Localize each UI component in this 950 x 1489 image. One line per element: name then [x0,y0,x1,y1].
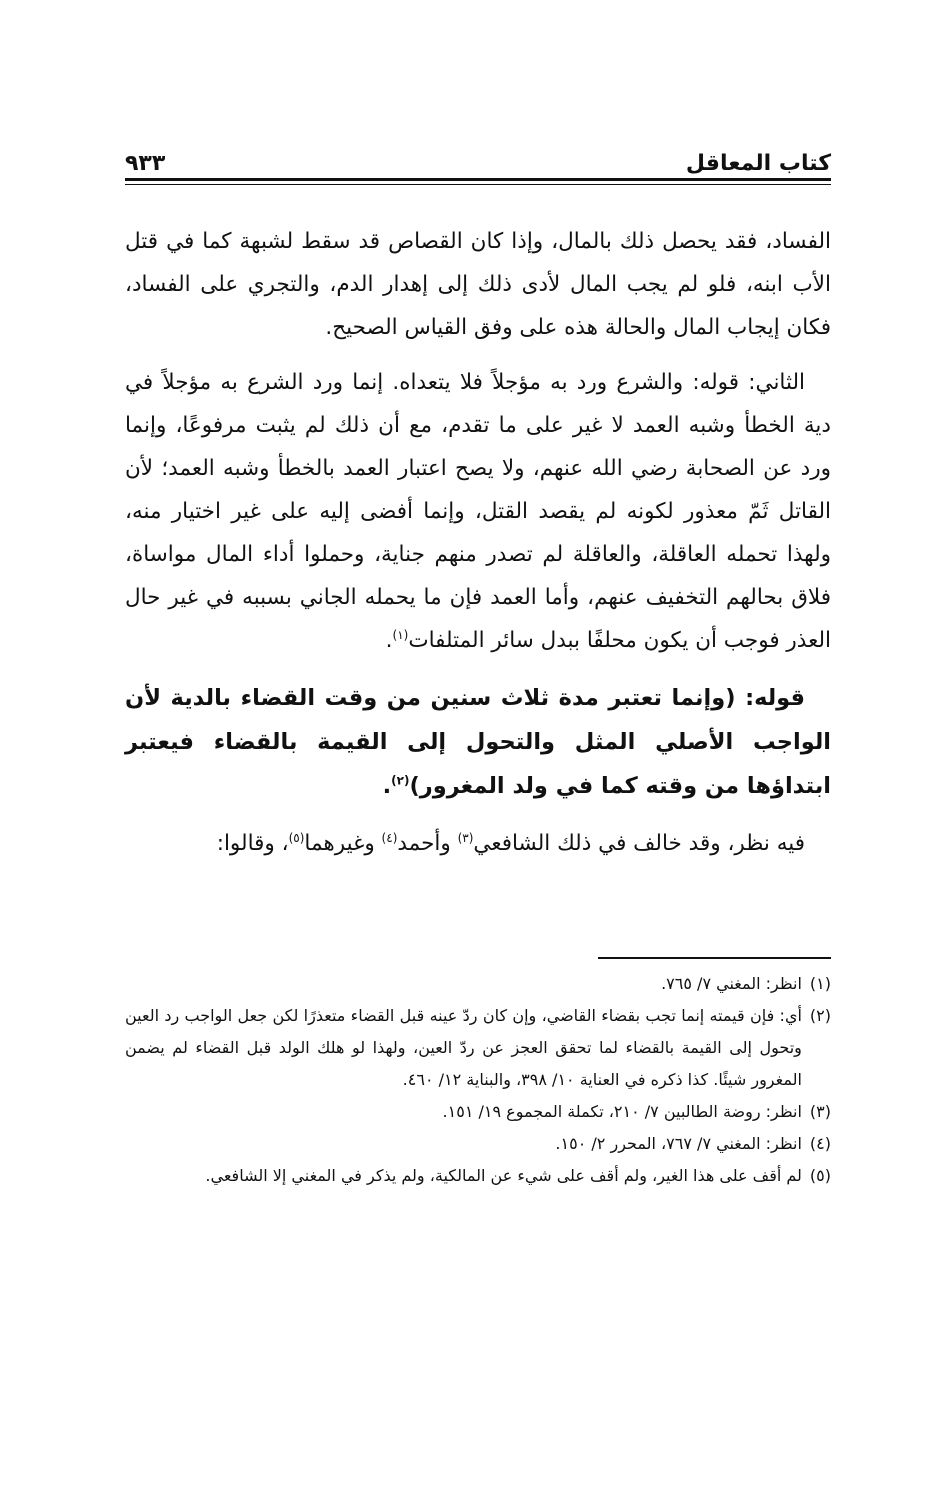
footnote-number: (١) [809,974,831,993]
running-header [125,138,831,176]
footnote-number: (٤) [809,1134,831,1153]
paragraph-2-text: الثاني: قوله: والشرع ورد به مؤجلاً فلا يتعداه. إنما ورد الشرع به مؤجلاً في دية الخطأ وشبه العمد لا غير على ما تقدم، مع أن ذلك لم يثبت مرفوعًا، وإنما ورد عن الصحابة رضي الله عنهم، ولا يصح اعتبار العمد بالخطأ وشبه العمد؛ لأن القاتل ثَمّ معذور لكونه لم يقصد القتل، وإنما أفضى إليه على غير اختيار منه، ولهذا تحمله العاقلة، والعاقلة لم تصدر منهم جناية، وحملوا أداء المال مواساة، فلاق بحالهم التخفيف عنهم، وأما العمد فإن ما يحمله الجاني بسببه في غير حال العذر فوجب أن يكون محلفًا ببدل سائر المتلفات [125,370,831,653]
footnote-ref-5[interactable]: (٥) [288,830,305,845]
footnote-number: (٣) [809,1102,831,1121]
footnote-number: (٥) [809,1166,831,1185]
footnote-text: انظر: روضة الطالبين ٧/ ٢١٠، تكملة المجموع ١٩/ ١٥١. [442,1102,802,1121]
footnote-text: لم أقف على هذا الغير، ولم أقف على شيء عن المالكية، ولم يذكر في المغني إلا الشافعي. [205,1166,802,1185]
paragraph-3-text: قوله: (وإنما تعتبر مدة ثلاث سنين من وقت القضاء بالدية لأن الواجب الأصلي المثل والتحول إلى القيمة بالقضاء فيعتبر ابتداؤها من وقته كما في ولد المغرور) [125,685,831,799]
paragraph-4-part-d: ، وقالوا: [216,831,289,856]
paragraph-4-part-a: فيه نظر، وقد خالف في ذلك الشافعي [473,831,805,856]
footnote-ref-3[interactable]: (٣) [457,830,474,845]
paragraph-3-end: . [382,773,392,799]
paragraph-1: الفساد، فقد يحصل ذلك بالمال، وإذا كان القصاص قد سقط لشبهة كما في قتل الأب ابنه، فلو لم يجب المال لأدى ذلك إلى إهدار الدم، والتجري على الفساد، فكان إيجاب المال والحالة هذه على وفق القياس الصحيح. [125,229,831,340]
footnote-2 [125,1000,831,1096]
header-rule-thin [125,184,831,185]
footnote-separator [598,957,831,959]
footnote-ref-2[interactable]: (٢) [391,773,410,788]
chapter-title: كتاب المعاقل [685,151,831,176]
footnote-3 [125,1096,831,1128]
footnotes [125,968,831,1192]
paragraph-3-quote [125,676,831,808]
footnote-ref-4[interactable]: (٤) [381,830,398,845]
footnote-text: انظر: المغني ٧/ ٧٦٥. [661,974,802,993]
footnote-text: أي: فإن قيمته إنما تجب بقضاء القاضي، وإن كان ردّ عينه قبل القضاء متعذرًا لكن جعل الواجب رد العين وتحول إلى القيمة بالقضاء لما تحقق العجز عن ردّ العين، ولهذا لو هلك الولد قبل القضاء لم يضمن المغرور شيئًا. كذا ذكره في العناية ١٠/ ٣٩٨، والبناية ١٢/ ٤٦٠. [125,1006,802,1089]
paragraph-4-part-c: وغيرهما [304,831,382,856]
footnote-5 [125,1160,831,1192]
footnote-ref-1[interactable]: (١) [392,627,409,642]
header-rule-thick [125,178,831,181]
page-number: ٩٣٣ [125,151,166,176]
paragraph-4 [125,822,831,865]
footnote-number: (٢) [809,1006,831,1025]
paragraph-4-part-b: وأحمد [397,831,458,856]
footnote-1 [125,968,831,1000]
footnote-4 [125,1128,831,1160]
paragraph-2 [125,361,831,662]
main-text [125,220,831,865]
paragraph-2-end: . [385,628,393,653]
footnote-text: انظر: المغني ٧/ ٧٦٧، المحرر ٢/ ١٥٠. [555,1134,802,1153]
